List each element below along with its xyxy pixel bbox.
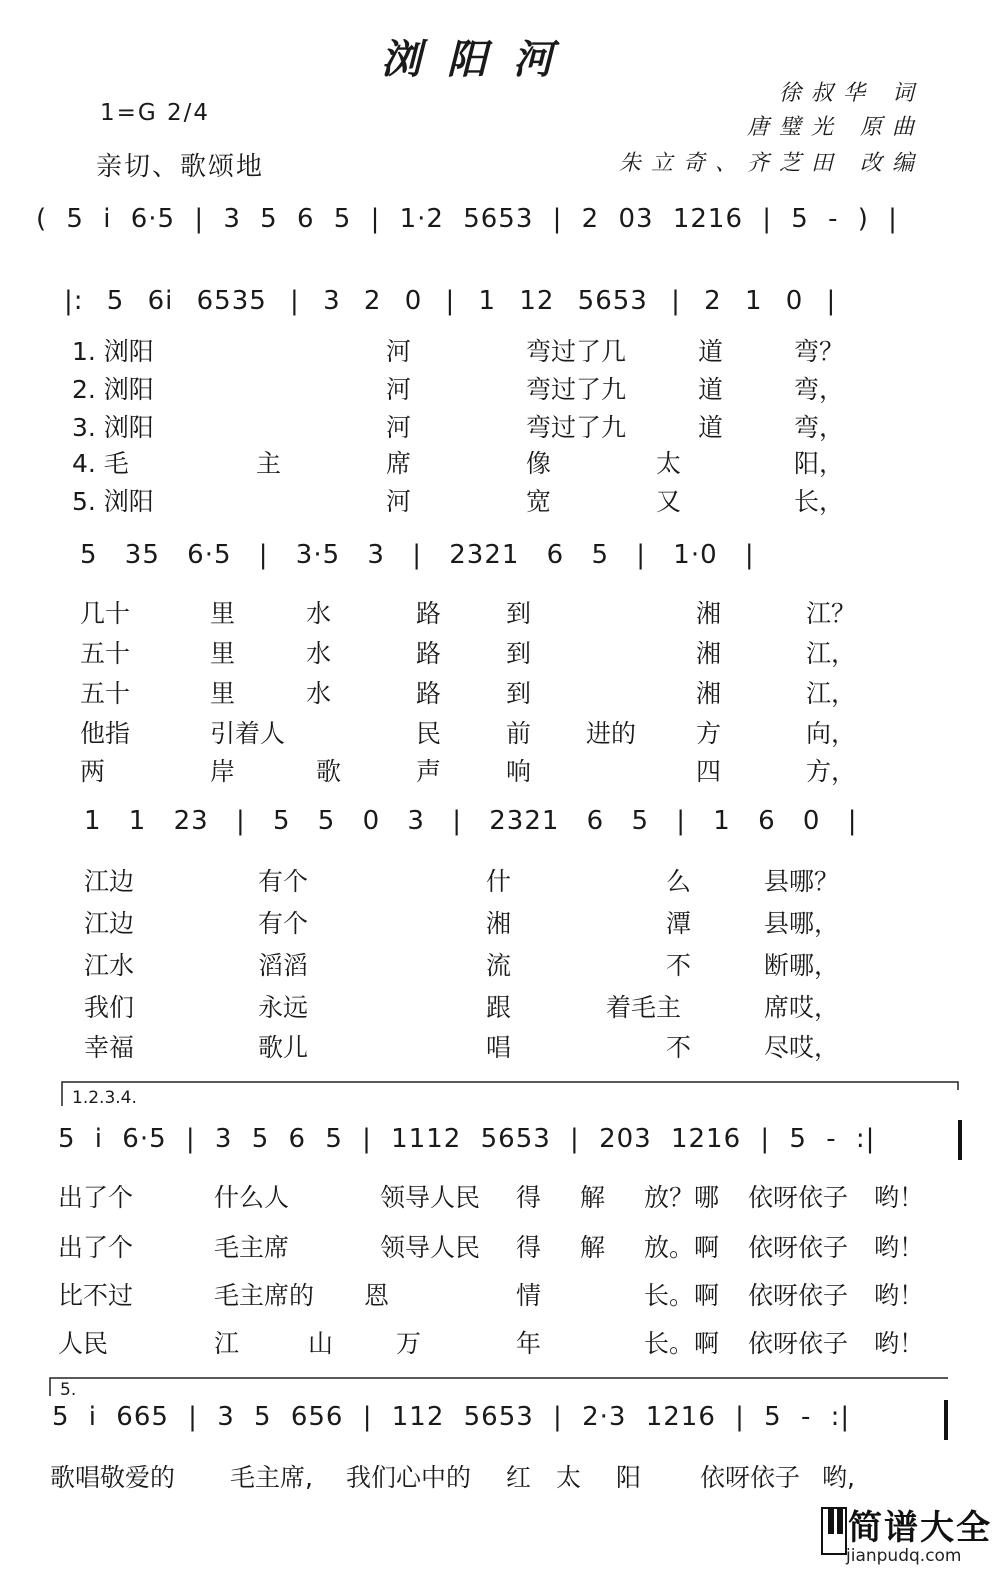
lyric-word: 湘 (486, 909, 512, 938)
lyric-word: 弯？ (794, 337, 845, 366)
lyric-word: 声 (416, 757, 442, 786)
volta-first-ending: 1.2.3.4. (72, 1088, 137, 1108)
lyric-word: 解 (580, 1233, 606, 1262)
lyric-word: 弯， (794, 413, 845, 442)
lyric-word: 长， (794, 487, 845, 516)
lyric-word: 哟！ (874, 1329, 925, 1358)
lyric-word: 情 (516, 1281, 542, 1310)
lyric-word: 湘 (696, 679, 722, 708)
lyric-word: 长。啊 (644, 1281, 720, 1310)
lyric-word: 方， (806, 757, 857, 786)
song-title: 浏阳河 (381, 36, 579, 83)
lyric-word: 向， (806, 719, 857, 748)
lyric-word: 五十 (80, 639, 131, 668)
lyric-word: 四 (696, 757, 722, 786)
lyric-word: 道 (698, 337, 724, 366)
lyric-word: 2. 浏阳 (72, 375, 154, 404)
lyric-word: 引着人 (210, 719, 286, 748)
lyric-word: 毛主席, (230, 1463, 313, 1492)
arranger-credit: 朱立奇、齐芝田 改编 (619, 151, 924, 176)
lyric-word: 歌儿 (258, 1033, 309, 1062)
lyric-word: 里 (210, 639, 236, 668)
staff-line-4: 5 i 6·5 | 3 5 6 5 | 1112 5653 | 203 1216 | 5 - :| (58, 1124, 876, 1154)
lyric-word: 到 (506, 679, 532, 708)
lyric-word: 毛主席 (214, 1233, 290, 1262)
lyric-word: 我们心中的 (346, 1463, 472, 1492)
lyric-word: 太 (556, 1463, 582, 1492)
lyric-word: 出了个 (58, 1183, 134, 1212)
staff-line-5: 5 i 665 | 3 5 656 | 112 5653 | 2·3 1216 | 5 - :| (52, 1402, 851, 1432)
lyric-word: 什 (486, 867, 512, 896)
lyric-word: 江水 (84, 951, 135, 980)
lyric-word: 弯过了九 (526, 375, 627, 404)
lyric-word: 4. 毛 (72, 449, 129, 478)
lyric-word: 水 (306, 599, 332, 628)
lyric-word: 前 (506, 719, 532, 748)
lyric-word: 得 (516, 1183, 542, 1212)
lyric-word: 1. 浏阳 (72, 337, 154, 366)
staff-line-2: 5 35 6·5 | 3·5 3 | 2321 6 5 | 1·0 | (80, 540, 755, 570)
lyric-word: 江？ (806, 599, 857, 628)
lyric-word: 依呀依子 (748, 1329, 849, 1358)
lyric-word: 五十 (80, 679, 131, 708)
lyric-word: 年 (516, 1329, 542, 1358)
lyric-word: 唱 (486, 1033, 512, 1062)
lyric-word: 出了个 (58, 1233, 134, 1262)
lyric-word: 长。啊 (644, 1329, 720, 1358)
expression-mark: 亲切、歌颂地 (96, 152, 265, 182)
lyrics-stanza-5 (50, 1458, 950, 1498)
lyric-word: 放。啊 (644, 1233, 720, 1262)
lyric-word: 又 (656, 487, 682, 516)
lyric-word: 领导人民 (380, 1233, 481, 1262)
lyric-word: 县哪， (764, 909, 840, 938)
lyric-word: 水 (306, 679, 332, 708)
lyric-word: 方 (696, 719, 722, 748)
lyric-word: 有个 (258, 867, 309, 896)
lyric-word: 他指 (80, 719, 131, 748)
lyric-word: 放？哪 (644, 1183, 720, 1212)
lyric-word: 弯过了几 (526, 337, 627, 366)
lyrics-stanza-3 (84, 862, 884, 1062)
lyric-word: 进的 (586, 719, 637, 748)
lyric-word: 湘 (696, 599, 722, 628)
lyric-word: 弯过了九 (526, 413, 627, 442)
lyric-word: 江， (806, 639, 857, 668)
lyric-word: 解 (580, 1183, 606, 1212)
lyric-word: 么 (666, 867, 692, 896)
lyric-word: 人民 (58, 1329, 109, 1358)
lyric-word: 依呀依子 (748, 1233, 849, 1262)
volta-bracket-1 (62, 1082, 958, 1106)
lyric-word: 河 (386, 337, 412, 366)
volta-second-ending: 5. (60, 1380, 77, 1400)
lyric-word: 阳， (794, 449, 845, 478)
lyrics-stanza-1 (72, 332, 872, 522)
lyric-word: 哟！ (874, 1233, 925, 1262)
lyric-word: 民 (416, 719, 442, 748)
volta-bracket-2 (50, 1378, 948, 1396)
lyric-word: 到 (506, 599, 532, 628)
lyric-word: 响 (506, 757, 532, 786)
lyric-word: 江 (214, 1329, 240, 1358)
lyric-word: 岸 (210, 757, 236, 786)
lyric-word: 永远 (258, 993, 309, 1022)
key-signature: 1=G 2/4 (100, 100, 211, 126)
lyric-word: 江， (806, 679, 857, 708)
lyric-word: 恩 (364, 1281, 390, 1310)
lyric-word: 里 (210, 599, 236, 628)
lyric-word: 路 (416, 679, 442, 708)
lyric-word: 太 (656, 449, 682, 478)
lyric-word: 像 (526, 449, 552, 478)
lyric-word: 到 (506, 639, 532, 668)
lyric-word: 路 (416, 599, 442, 628)
lyric-word: 哟！ (874, 1183, 925, 1212)
composer-credit: 唐璧光 原曲 (747, 115, 924, 140)
lyrics-stanza-2 (80, 594, 880, 794)
lyric-word: 5. 浏阳 (72, 487, 154, 516)
lyric-word: 河 (386, 487, 412, 516)
lyric-word: 依呀依子 (700, 1463, 801, 1492)
lyric-word: 什么人 (214, 1183, 290, 1212)
lyric-word: 有个 (258, 909, 309, 938)
lyric-word: 里 (210, 679, 236, 708)
lyric-word: 不 (666, 951, 692, 980)
lyric-word: 得 (516, 1233, 542, 1262)
lyric-word: 宽 (526, 487, 552, 516)
lyric-word: 席哎， (764, 993, 840, 1022)
lyric-word: 县哪？ (764, 867, 840, 896)
lyric-word: 河 (386, 375, 412, 404)
lyric-word: 歌唱敬爱的 (50, 1463, 176, 1492)
lyric-word: 潭 (666, 909, 692, 938)
lyric-word: 道 (698, 413, 724, 442)
lyric-word: 水 (306, 639, 332, 668)
lyric-word: 滔滔 (258, 951, 309, 980)
lyric-word: 哟, (822, 1463, 855, 1492)
lyric-word: 两 (80, 757, 106, 786)
lyric-word: 主 (256, 449, 282, 478)
watermark-name: 简谱大全 (848, 1508, 992, 1548)
lyric-word: 毛主席的 (214, 1281, 315, 1310)
lyric-word: 幸福 (84, 1033, 135, 1062)
lyric-word: 河 (386, 413, 412, 442)
lyric-word: 江边 (84, 909, 135, 938)
lyric-word: 依呀依子 (748, 1281, 849, 1310)
lyric-word: 着毛主 (606, 993, 682, 1022)
lyric-word: 流 (486, 951, 512, 980)
lyric-word: 湘 (696, 639, 722, 668)
lyric-word: 道 (698, 375, 724, 404)
staff-line-3: 1 1 23 | 5 5 0 3 | 2321 6 5 | 1 6 0 | (84, 806, 858, 836)
watermark-url: jianpudq.com (846, 1546, 962, 1566)
staff-intro: ( 5 i 6·5 | 3 5 6 5 | 1·2 5653 | 2 03 1216 | 5 - ) | (36, 204, 898, 234)
lyric-word: 尽哎， (764, 1033, 840, 1062)
lyric-word: 领导人民 (380, 1183, 481, 1212)
lyric-word: 比不过 (58, 1281, 134, 1310)
lyric-word: 路 (416, 639, 442, 668)
lyric-word: 弯， (794, 375, 845, 404)
lyric-word: 江边 (84, 867, 135, 896)
lyric-word: 歌 (316, 757, 342, 786)
lyric-word: 不 (666, 1033, 692, 1062)
lyric-word: 席 (386, 449, 412, 478)
lyric-word: 红 (506, 1463, 532, 1492)
lyric-word: 依呀依子 (748, 1183, 849, 1212)
lyrics-stanza-4 (58, 1178, 958, 1368)
lyric-word: 断哪， (764, 951, 840, 980)
staff-line-1: |: 5 6i 6535 | 3 2 0 | 1 12 5653 | 2 1 0 | (64, 286, 837, 316)
lyric-word: 山 (308, 1329, 334, 1358)
lyric-word: 阳 (616, 1463, 642, 1492)
lyricist-credit: 徐叔华 词 (779, 81, 924, 106)
lyric-word: 3. 浏阳 (72, 413, 154, 442)
lyric-word: 几十 (80, 599, 131, 628)
lyric-word: 哟！ (874, 1281, 925, 1310)
lyric-word: 我们 (84, 993, 135, 1022)
lyric-word: 跟 (486, 993, 512, 1022)
lyric-word: 万 (396, 1329, 422, 1358)
